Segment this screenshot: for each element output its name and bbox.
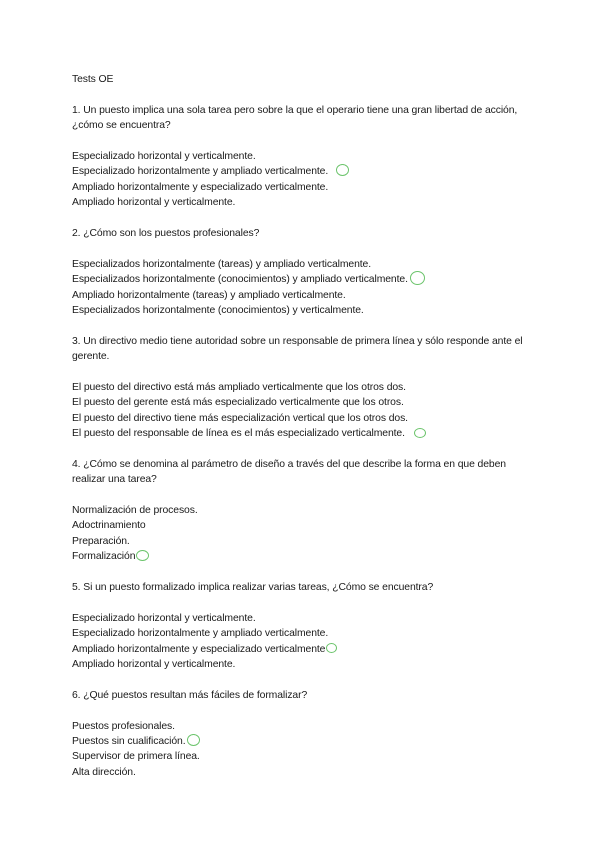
answer-circle-mark [326, 643, 337, 653]
option-text: Normalización de procesos. [72, 505, 198, 517]
option-list [72, 257, 532, 319]
option-text: Especializados horizontalmente (conocimientos) y verticalmente. [72, 304, 364, 316]
option [72, 719, 532, 734]
option-text: El puesto del responsable de línea es el más especializado verticalmente. [72, 428, 405, 440]
option-text: Adoctrinamiento [72, 520, 146, 532]
option-text: Ampliado horizontalmente y especializado verticalmente [72, 643, 326, 655]
answer-circle-mark [136, 550, 149, 561]
option [72, 749, 532, 764]
answer-circle-mark [336, 164, 349, 176]
option-text: Especializado horizontalmente y ampliado verticalmente. [72, 166, 329, 178]
option-text: Puestos profesionales. [72, 720, 175, 732]
option [72, 411, 532, 426]
option [72, 534, 532, 549]
question-text: 5. Si un puesto formalizado implica realizar varias tareas, ¿Cómo se encuentra? [72, 582, 434, 594]
question-3 [72, 334, 532, 442]
option-text: Especializado horizontal y verticalmente. [72, 612, 256, 624]
option-text: Alta dirección. [72, 766, 136, 778]
answer-circle-mark [410, 271, 425, 285]
question-2 [72, 226, 532, 318]
question-5 [72, 580, 532, 672]
option-text: Formalización [72, 551, 136, 563]
option-text: El puesto del directivo está más ampliado verticalmente que los otros dos. [72, 381, 406, 393]
option-list [72, 503, 532, 565]
option-text: Especializado horizontalmente y ampliado verticalmente. [72, 628, 329, 640]
option [72, 626, 532, 641]
option-text: Ampliado horizontalmente (tareas) y ampliado verticalmente. [72, 289, 346, 301]
question-text: 6. ¿Qué puestos resultan más fáciles de formalizar? [72, 689, 308, 701]
option [72, 288, 532, 303]
option-text: Supervisor de primera línea. [72, 751, 200, 763]
option [72, 395, 532, 410]
question-6 [72, 688, 532, 780]
option-list [72, 611, 532, 673]
option [72, 426, 532, 441]
question-1 [72, 103, 532, 211]
option-text: Ampliado horizontal y verticalmente. [72, 658, 236, 670]
question-text: 1. Un puesto implica una sola tarea pero sobre la que el operario tiene una gran libertad de acción, ¿cómo se encuentra? [72, 104, 518, 132]
option-list [72, 380, 532, 442]
option-text: Ampliado horizontal y verticalmente. [72, 197, 236, 209]
question-text: 4. ¿Cómo se denomina al parámetro de diseño a través del que describe la forma en que deben realizar una tarea? [72, 458, 506, 486]
option-text: Preparación. [72, 535, 130, 547]
option [72, 503, 532, 518]
option [72, 164, 532, 179]
option [72, 272, 532, 287]
option-list [72, 719, 532, 781]
option-text: Puestos sin cualificación. [72, 735, 186, 747]
document-body [72, 72, 532, 796]
option [72, 195, 532, 210]
option-text: Especializados horizontalmente (tareas) y ampliado verticalmente. [72, 258, 372, 270]
option-text: Ampliado horizontalmente y especializado verticalmente. [72, 181, 329, 193]
option-text: Especializados horizontalmente (conocimientos) y ampliado verticalmente. [72, 274, 408, 286]
question-text: 3. Un directivo medio tiene autoridad sobre un responsable de primera línea y sólo responde ante el gerente. [72, 335, 523, 363]
option [72, 257, 532, 272]
question-4 [72, 457, 532, 565]
option [72, 180, 532, 195]
option [72, 549, 532, 564]
option [72, 149, 532, 164]
option [72, 303, 532, 318]
option [72, 380, 532, 395]
question-text: 2. ¿Cómo son los puestos profesionales? [72, 227, 260, 239]
option [72, 765, 532, 780]
option-list [72, 149, 532, 211]
option [72, 734, 532, 749]
option-text: El puesto del directivo tiene más especialización vertical que los otros dos. [72, 412, 408, 424]
option [72, 518, 532, 533]
answer-circle-mark [414, 428, 426, 438]
answer-circle-mark [187, 734, 200, 746]
document-title: Tests OE [72, 74, 114, 85]
option-text: El puesto del gerente está más especializado verticalmente que los otros. [72, 397, 404, 409]
option [72, 642, 532, 657]
option-text: Especializado horizontal y verticalmente. [72, 151, 256, 162]
option [72, 611, 532, 626]
option [72, 657, 532, 672]
